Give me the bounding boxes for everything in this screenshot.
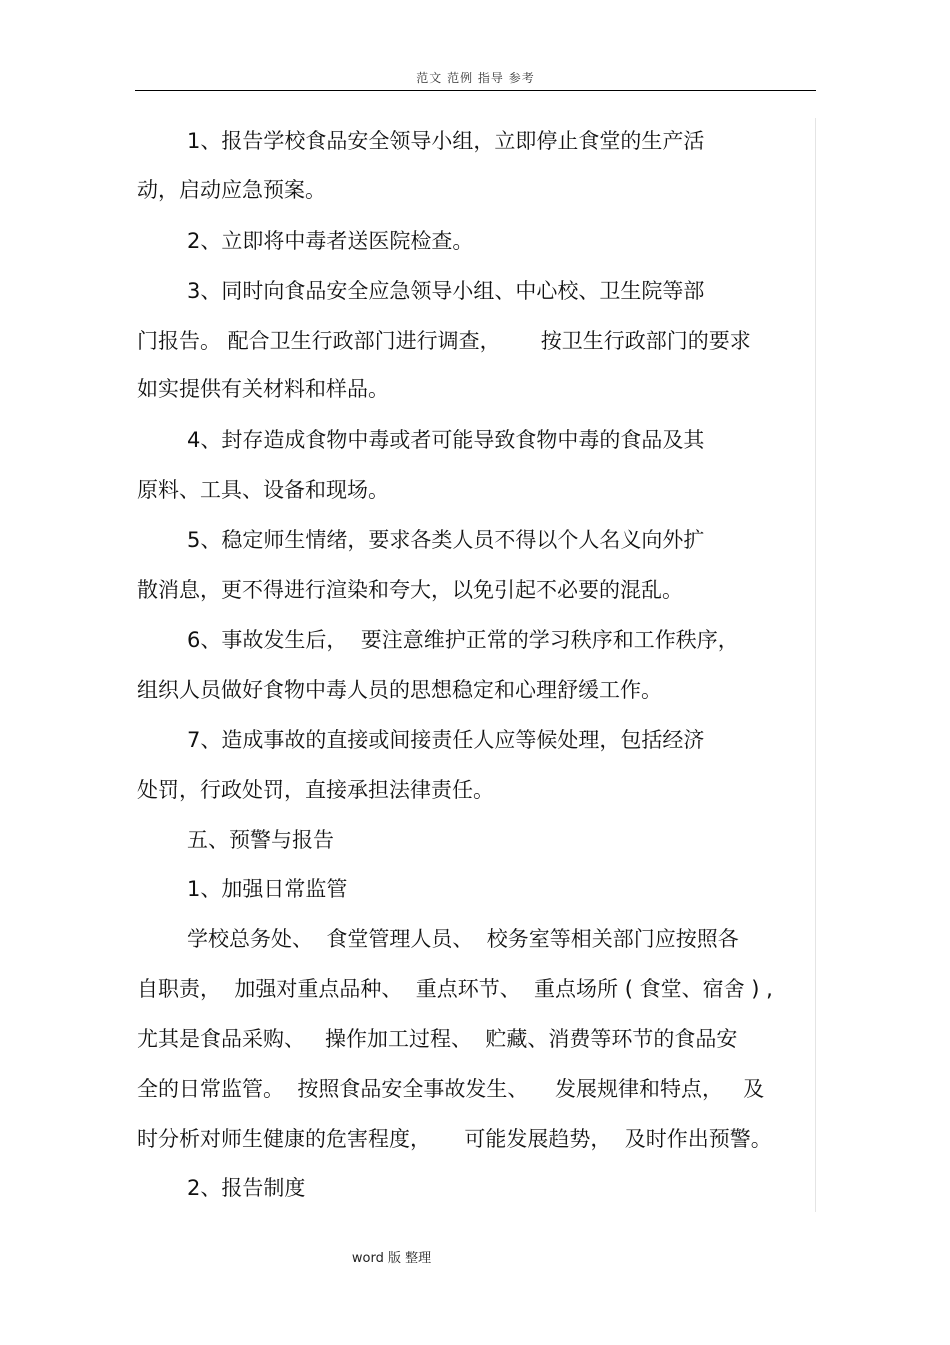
paragraph-line-4: 3、同时向食品安全应急领导小组、中心校、卫生院等部	[187, 279, 705, 303]
page-header: 范文 范例 指导 参考	[416, 71, 535, 85]
subsection-heading-2: 2、报告制度	[187, 1176, 306, 1200]
paragraph-line-9: 5、稳定师生情绪，要求各类人员不得以个人名义向外扩	[187, 528, 705, 552]
paragraph-line-3: 2、立即将中毒者送医院检查。	[187, 229, 474, 253]
page-footer: word 版 整理	[351, 1251, 432, 1266]
paragraph-line-18: 全的日常监管。 按照食品安全事故发生、 发展规律和特点， 及	[137, 1077, 765, 1101]
paragraph-line-5: 门报告。 配合卫生行政部门进行调查， 按卫生行政部门的要求	[137, 329, 751, 353]
paragraph-line-6: 如实提供有关材料和样品。	[137, 377, 389, 401]
paragraph-line-11: 6、事故发生后， 要注意维护正常的学习秩序和工作秩序，	[187, 628, 739, 652]
paragraph-line-7: 4、封存造成食物中毒或者可能导致食物中毒的食品及其	[187, 428, 705, 452]
paragraph-line-19: 时分析对师生健康的危害程度， 可能发展趋势， 及时作出预警。	[137, 1127, 772, 1151]
paragraph-line-16: 自职责， 加强对重点品种、 重点环节、 重点场所 ( 食堂、宿舍 ) ,	[137, 977, 773, 1001]
section-heading: 五、预警与报告	[187, 828, 334, 852]
paragraph-line-10: 散消息，更不得进行渲染和夸大，以免引起不必要的混乱。	[137, 578, 683, 602]
paragraph-line-1: 1、报告学校食品安全领导小组，立即停止食堂的生产活	[187, 129, 705, 153]
paragraph-line-15: 学校总务处、 食堂管理人员、 校务室等相关部门应按照各	[187, 927, 739, 951]
paragraph-line-8: 原料、工具、设备和现场。	[137, 478, 389, 502]
paragraph-line-14: 处罚，行政处罚，直接承担法律责任。	[137, 778, 494, 802]
paragraph-line-17: 尤其是食品采购、 操作加工过程、 贮藏、消费等环节的食品安	[137, 1027, 738, 1051]
paragraph-line-2: 动，启动应急预案。	[137, 178, 326, 202]
subsection-heading-1: 1、加强日常监管	[187, 877, 348, 901]
paragraph-line-12: 组织人员做好食物中毒人员的思想稳定和心理舒缓工作。	[137, 678, 662, 702]
paragraph-line-13: 7、造成事故的直接或间接责任人应等候处理，包括经济	[187, 728, 705, 752]
